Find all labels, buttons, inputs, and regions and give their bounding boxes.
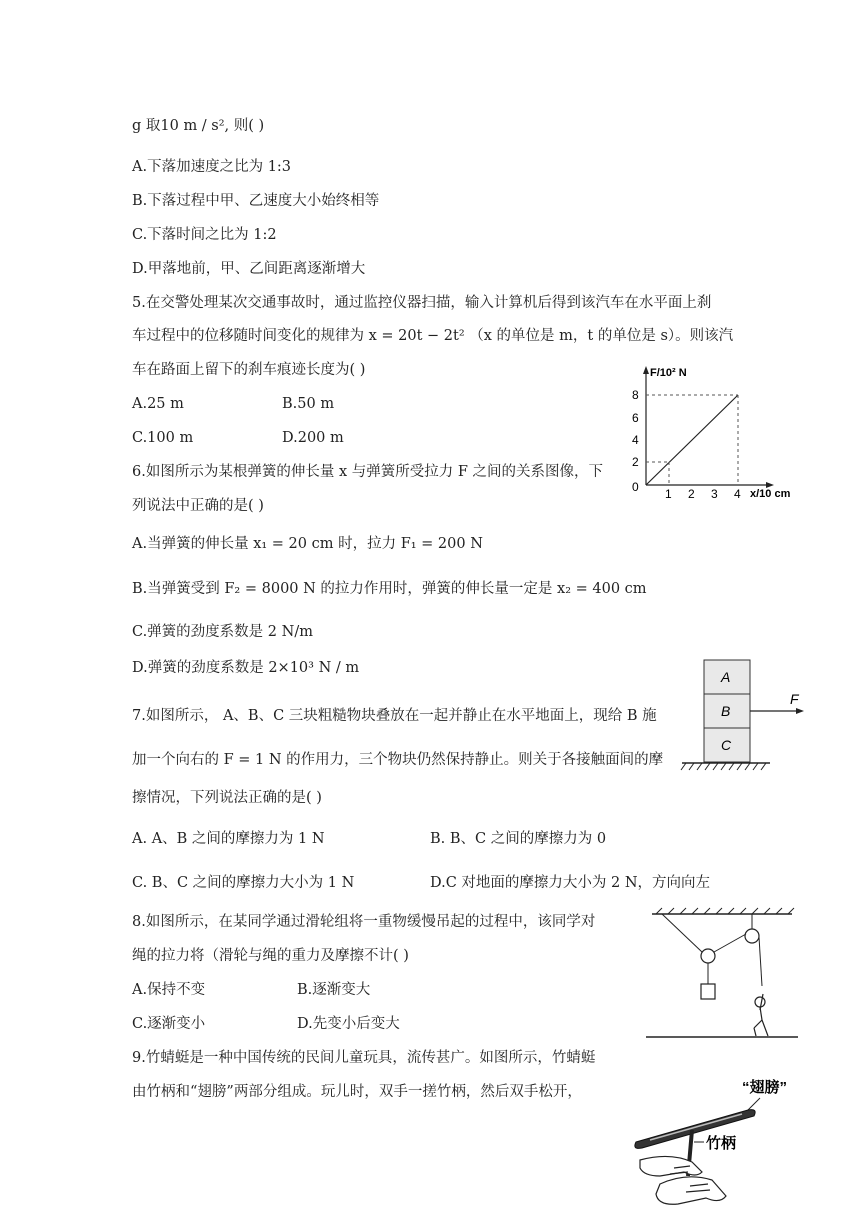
q6-stem-line-1: 6.如图所示为某根弹簧的伸长量 x 与弹簧所受拉力 F 之间的关系图像，下 — [132, 464, 604, 480]
q4-option-b: B.下落过程中甲、乙速度大小始终相等 — [132, 193, 380, 209]
q9-stem-line-1: 9.竹蜻蜓是一种中国传统的民间儿童玩具，流传甚广。如图所示，竹蜻蜓 — [132, 1050, 596, 1066]
q6-option-a: A.当弹簧的伸长量 x₁ = 20 cm 时，拉力 F₁ = 200 N — [132, 536, 483, 552]
block-a-label: A — [721, 669, 731, 685]
x-tick-4: 4 — [734, 487, 741, 501]
person-pulling — [754, 994, 768, 1036]
q6-option-b: B.当弹簧受到 F₂ = 8000 N 的拉力作用时，弹簧的伸长量一定是 x₂ = 400 cm — [132, 581, 647, 597]
x-tick-1: 1 — [665, 487, 672, 501]
q7-option-a: A. A、B 之间的摩擦力为 1 N — [132, 831, 325, 847]
q8-stem-line-1: 8.如图所示，在某同学通过滑轮组将一重物缓慢吊起的过程中，该同学对 — [132, 914, 596, 930]
y-tick-2: 2 — [632, 455, 639, 469]
x-tick-2: 2 — [688, 487, 695, 501]
q8-option-a: A.保持不变 — [132, 982, 206, 998]
y-axis-label: F/10² N — [650, 367, 687, 379]
spring-force-graph — [620, 360, 810, 505]
handle-label: 竹柄 — [706, 1135, 737, 1152]
force-extension-line — [646, 395, 738, 485]
movable-pulley — [701, 949, 715, 963]
q7-option-c: C. B、C 之间的摩擦力大小为 1 N — [132, 875, 355, 891]
q8-stem-line-2: 绳的拉力将（滑轮与绳的重力及摩擦不计( ) — [132, 948, 409, 964]
q8-option-b: B.逐渐变大 — [297, 982, 371, 998]
block-b-label: B — [721, 703, 731, 719]
hands — [640, 1156, 726, 1204]
q5-stem-line-3: 车在路面上留下的刹车痕迹长度为( ) — [132, 362, 366, 378]
y-tick-8: 8 — [632, 388, 639, 402]
q4-option-d: D.甲落地前，甲、乙间距离逐渐增大 — [132, 261, 366, 277]
q6-stem-line-2: 列说法中正确的是( ) — [132, 498, 264, 514]
y-tick-4: 4 — [632, 433, 639, 447]
stacked-blocks-figure — [680, 656, 810, 776]
q4-option-a: A.下落加速度之比为 1:3 — [132, 159, 292, 175]
q9-stem-line-2: 由竹柄和“翅膀”两部分组成。玩儿时，双手一搓竹柄，然后双手松开， — [132, 1084, 582, 1100]
q7-option-d: D.C 对地面的摩擦力大小为 2 N，方向向左 — [430, 875, 711, 891]
q8-option-d: D.先变小后变大 — [297, 1016, 400, 1032]
q5-option-d: D.200 m — [282, 430, 344, 446]
hanging-weight — [701, 984, 715, 999]
origin-label: 0 — [632, 480, 639, 494]
q4-stem-tail: g 取10 m / s², 则( ) — [132, 118, 265, 134]
q5-option-c: C.100 m — [132, 430, 194, 446]
x-axis-label: x/10 cm — [750, 488, 791, 500]
q7-stem-line-2: 加一个向右的 F = 1 N 的作用力，三个物块仍然保持静止。则关于各接触面间的摩 — [132, 752, 664, 768]
q5-stem-line-1: 5.在交警处理某次交通事故时，通过监控仪器扫描，输入计算机后得到该汽车在水平面上刹 — [132, 295, 712, 311]
pulley-figure — [642, 904, 802, 1044]
block-c-label: C — [721, 737, 732, 753]
q6-option-c: C.弹簧的劲度系数是 2 N/m — [132, 624, 313, 640]
q5-option-b: B.50 m — [282, 396, 335, 412]
q5-stem-line-2: 车过程中的位移随时间变化的规律为 x = 20t − 2t² （x 的单位是 m，t 的单位是 s）。则该汽 — [132, 328, 734, 344]
q7-stem-line-1: 7.如图所示， A、B、C 三块粗糙物块叠放在一起并静止在水平地面上，现给 B 施 — [132, 708, 657, 724]
q7-stem-line-3: 擦情况，下列说法正确的是( ) — [132, 790, 322, 806]
bamboo-dragonfly-figure — [630, 1072, 810, 1216]
q5-option-a: A.25 m — [132, 396, 184, 412]
x-tick-3: 3 — [711, 487, 718, 501]
q4-option-c: C.下落时间之比为 1:2 — [132, 227, 277, 243]
wing-label: “翅膀” — [742, 1079, 788, 1096]
q6-option-d: D.弹簧的劲度系数是 2×10³ N / m — [132, 660, 360, 676]
fixed-pulley — [745, 929, 759, 943]
force-label: F — [790, 691, 799, 707]
q8-option-c: C.逐渐变小 — [132, 1016, 206, 1032]
y-tick-6: 6 — [632, 411, 639, 425]
q7-option-b: B. B、C 之间的摩擦力为 0 — [430, 831, 607, 847]
